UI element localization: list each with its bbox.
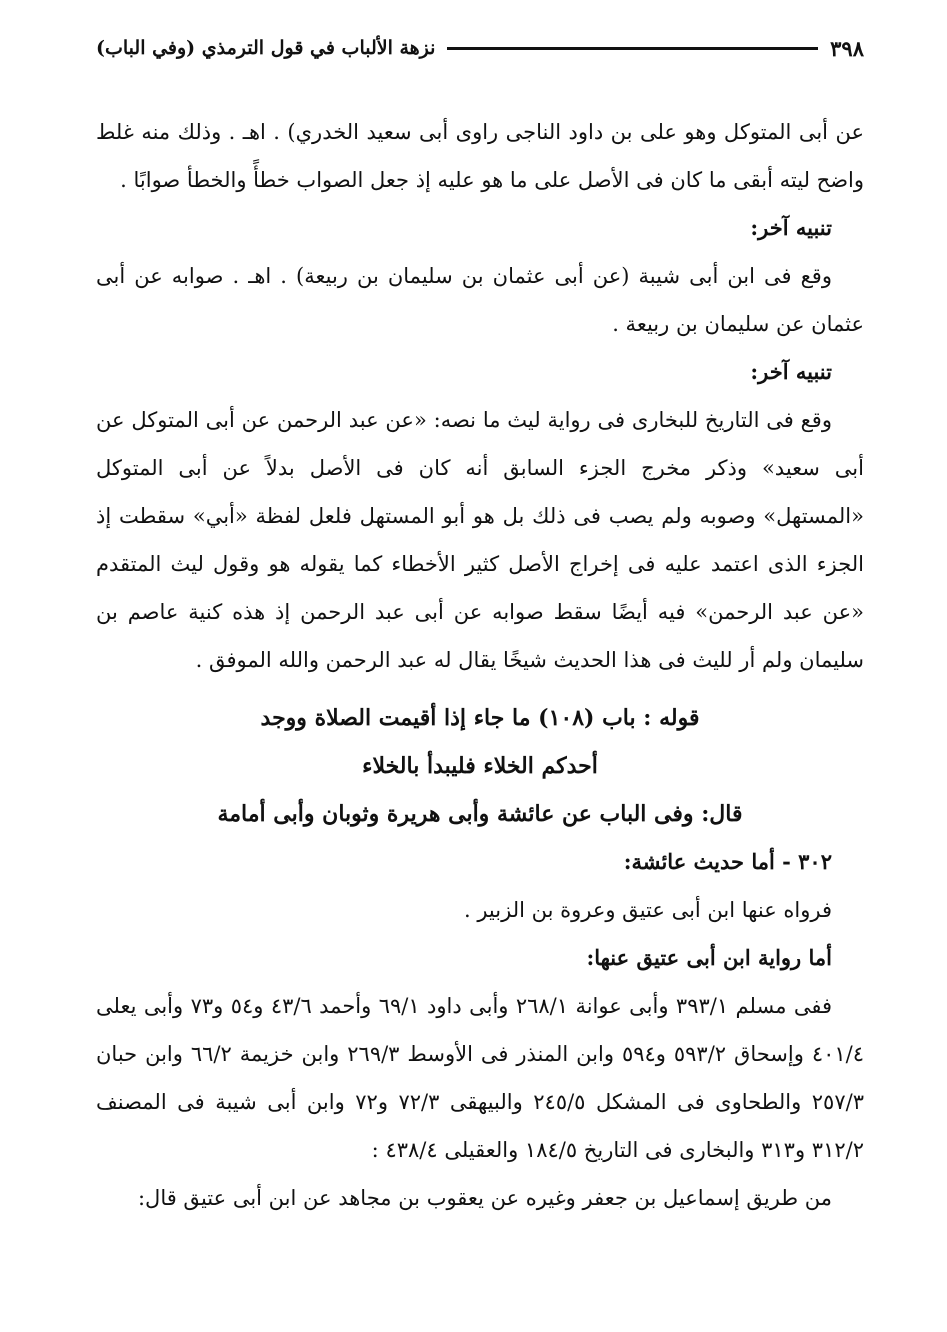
chapter-title-line-2: أحدكم الخلاء فليبدأ بالخلاء (362, 753, 598, 779)
paragraph-note-2: وقع فى التاريخ للبخارى فى رواية ليث ما نصه: «عن عبد الرحمن عن أبى المتوكل عن أبى سعيد» وذكر مخرج الجزء السابق أنه كان فى الأصل بدلاً عن أبى المتوكل «المستهل» وصوبه ولم يصب فى ذلك بل هو أبو المستهل فلعل لفظة «أبي» سقطت إذ الجزء الذى اعتمد عليه فى إخراج الأصل كثير الأخطاء كما يقوله هو وقول ليث المتقدم «عن عبد الرحمن» فيه أيضًا سقط صوابه عن أبى عبد الرحمن إذ هذه كنية عاصم بن سليمان ولم أر لليث فى هذا الحديث شيخًا يقال له عبد الرحمن والله الموفق . (96, 408, 864, 672)
paragraph-continuation: عن أبى المتوكل وهو على بن داود الناجى راوى أبى سعيد الخدري) . اهـ . وذلك منه غلط واضح ليته أبقى ما كان فى الأصل على ما هو عليه إذ جعل الصواب خطأً والخطأ صوابًا . (96, 120, 864, 192)
paragraph-references: ففى مسلم ٣٩٣/١ وأبى عوانة ٢٦٨/١ وأبى داود ٦٩/١ وأحمد ٤٣/٦ و٥٤ و٧٣ وأبى يعلى ٤٠١/٤ وإسحاق ٥٩٣/٢ و٥٩٤ وابن المنذر فى الأوسط ٢٦٩/٣ وابن خزيمة ٦٦/٢ وابن حبان ٢٥٧/٣ والطحاوى فى المشكل ٢٤٥/٥ والبيهقى ٧٢/٣ و٧٢ وابن أبى شيبة فى المصنف ٣١٢/٢ و٣١٣ والبخارى فى التاريخ ١٨٤/٥ والعقيلى ٤٣٨/٤ : (96, 994, 865, 1162)
note-heading-2: تنبيه آخر: (750, 359, 832, 384)
paragraph-note-1: وقع فى ابن أبى شيبة (عن أبى عثمان بن سليمان بن ربيعة) . اهـ . صوابه عن أبى عثمان عن سليمان بن ربيعة . (96, 264, 864, 336)
paragraph-chain: من طريق إسماعيل بن جعفر وغيره عن يعقوب بن مجاهد عن ابن أبى عتيق قال: (137, 1186, 832, 1210)
header-rule (447, 47, 818, 50)
page-body (96, 108, 864, 1222)
section-heading: ٣٠٢ - أما حديث عائشة: (623, 849, 832, 874)
paragraph-narrators: فرواه عنها ابن أبى عتيق وعروة بن الزبير . (463, 898, 832, 922)
subsection-heading: أما رواية ابن أبى عتيق عنها: (586, 945, 832, 970)
chapter-quote: قال: وفى الباب عن عائشة وأبى هريرة وثوبان وأبى أمامة (217, 801, 743, 827)
book-page (96, 28, 864, 1318)
running-header (96, 28, 864, 68)
page-number: ٣٩٨ (830, 35, 864, 61)
note-heading-1: تنبيه آخر: (750, 215, 832, 240)
chapter-title-line-1: قوله : باب (١٠٨) ما جاء إذا أقيمت الصلاة ووجد (260, 705, 700, 731)
running-title: نزهة الألباب في قول الترمذي (وفي الباب) (96, 37, 436, 59)
